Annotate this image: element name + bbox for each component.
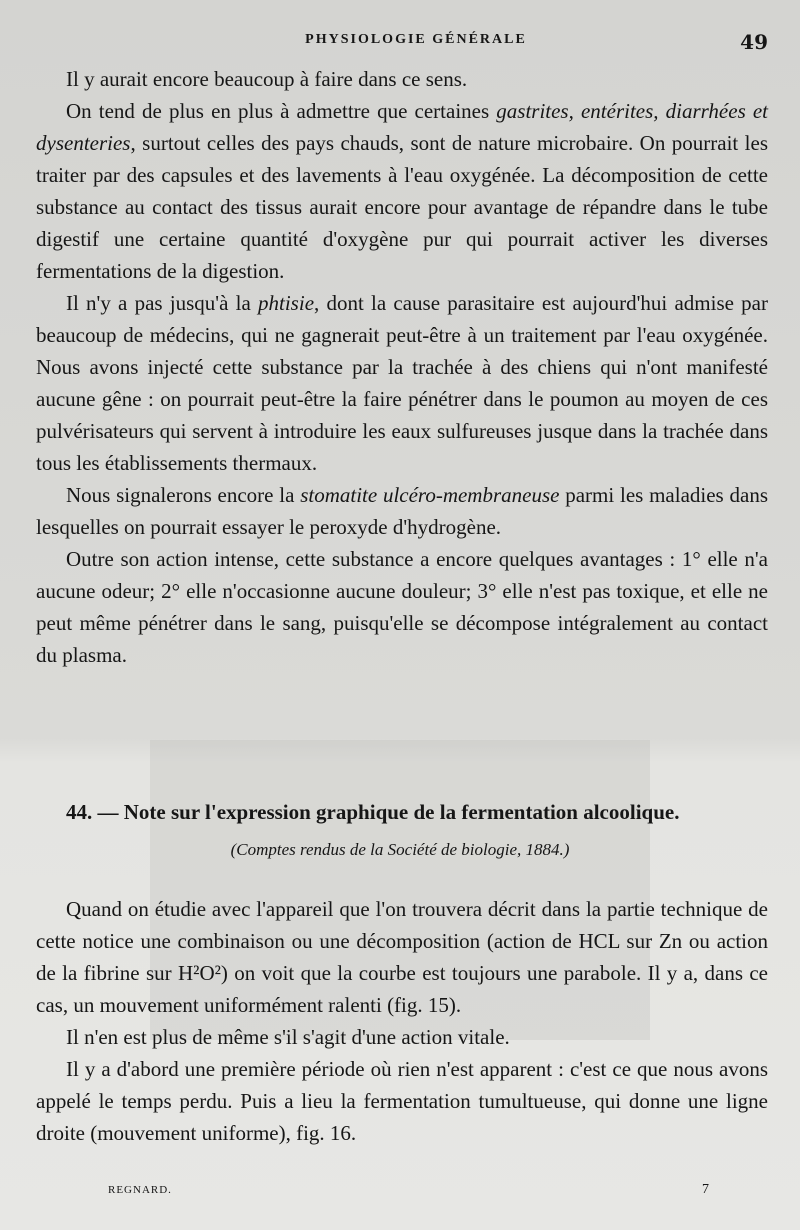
running-title: PHYSIOLOGIE GÉNÉRALE: [305, 32, 527, 47]
text-run: Il y a d'abord une première période où rien n'est apparent : c'est ce que nous avons appelé le temps perdu. Puis a lieu la fermentation tumultueuse, qui donne une ligne droite (mouvement uniforme), fig. 16.: [36, 1057, 768, 1145]
text-run: , surtout celles des pays chauds, sont de nature microbaire. On pourrait les traiter par des capsules et des lavements à l'eau oxygénée. La décomposition de cette substance au contact des tissus aurait encore pour avantage de répandre dans le tube digestif une certaine quantité d'oxygène pur qui pourrait activer les diverses fermentations de la digestion.: [36, 131, 768, 283]
text-run: Il n'en est plus de même s'il s'agit d'une action vitale.: [66, 1025, 510, 1049]
paragraph-p7: [36, 1021, 768, 1053]
paragraph-p8: [36, 1053, 768, 1149]
text-run: On tend de plus en plus à admettre que certaines: [66, 99, 497, 123]
footer-author: REGNARD.: [108, 1184, 172, 1196]
text-run: , dont la cause parasitaire est aujourd'hui admise par beaucoup de médecins, qui ne gagnerait peut-être à un traitement par l'eau oxygénée. Nous avons injecté cette substance par la trachée à des chiens qui n'ont manifesté aucune gêne : on pourrait peut-être la faire pénétrer dans le poumon au moyen de ces pulvérisateurs qui servent à introduire les eaux sulfureuses jusque dans la trachée dans tous les établissements thermaux.: [36, 291, 768, 475]
paragraph-p2: [36, 95, 768, 287]
italic-term: phtisie: [258, 291, 315, 315]
text-block-top: [36, 63, 768, 671]
paragraph-p5: [36, 543, 768, 671]
text-block-bottom: [36, 893, 768, 1149]
italic-term: stomatite ulcéro-membraneuse: [300, 483, 560, 507]
text-run: Quand on étudie avec l'appareil que l'on trouvera décrit dans la partie technique de cette notice une combinaison ou une décomposition (action de HCL sur Zn ou action de la fibrine sur H²O²) on voit que la courbe est toujours une parabole. Il y a, dans ce cas, un mouvement uniformément ralenti (fig. 15).: [36, 897, 768, 1017]
paragraph-p4: [36, 479, 768, 543]
italic-term: gastrites, entérites, diarrhées et dysenteries: [36, 99, 769, 155]
text-run: parmi les maladies dans lesquelles on pourrait essayer le peroxyde d'hydrogène.: [36, 483, 768, 539]
text-run: Il y aurait encore beaucoup à faire dans ce sens.: [66, 67, 468, 91]
paragraph-p6: [36, 893, 768, 1021]
section-source-text: (Comptes rendus de la Société de biologie, 1884.): [230, 840, 570, 859]
section-title: 44. — Note sur l'expression graphique de la fermentation alcoolique.: [66, 800, 680, 824]
paragraph-p3: [36, 287, 768, 479]
text-run: Il n'y a pas jusqu'à la: [66, 291, 259, 315]
text-run: Outre son action intense, cette substance a encore quelques avantages : 1° elle n'a aucune odeur; 2° elle n'occasionne aucune douleur; 3° elle n'est pas toxique, et elle ne peut même pénétrer dans le sang, puisqu'elle se décompose intégralement au contact du plasma.: [36, 547, 768, 667]
section-source: [0, 840, 800, 860]
footer-signature: 7: [702, 1182, 709, 1197]
page-header: [64, 30, 768, 54]
text-run: Nous signalerons encore la: [66, 483, 301, 507]
page-number: 49: [740, 30, 768, 54]
paragraph-p1: [36, 63, 768, 95]
